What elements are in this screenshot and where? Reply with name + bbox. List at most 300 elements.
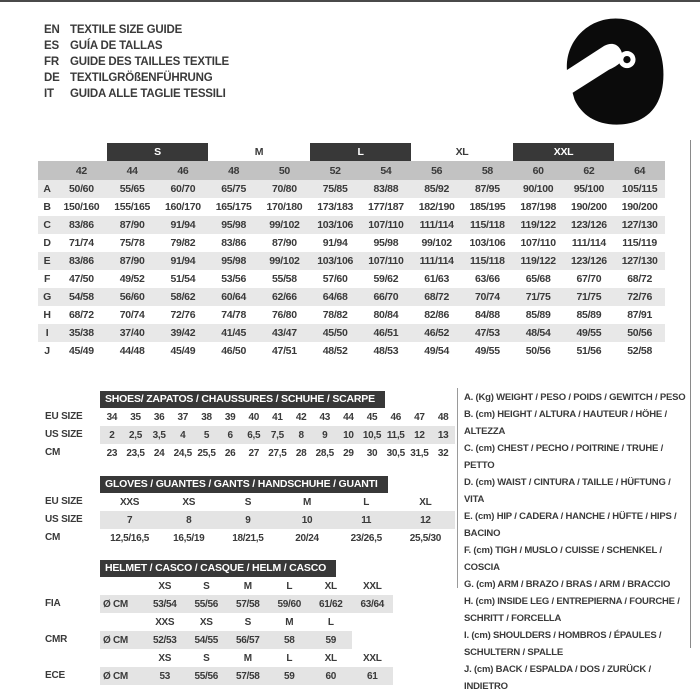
size-number: 54 [361,161,412,180]
measurement-value: 91/94 [158,216,209,234]
measurement-value: 60/64 [208,288,259,306]
measurement-value: 115/119 [622,237,657,249]
shoes-row [100,444,455,462]
measurement-value: 48/52 [322,345,348,357]
shoes-value: 11,5 [384,426,408,444]
shoes-value: 9 [313,426,337,444]
measurement-value: 107/110 [520,237,556,249]
measurement-value: 75/78 [119,237,145,249]
measurement-value: 43/47 [259,324,310,342]
shoes-row [100,426,455,444]
right-border-line [690,140,691,648]
shoes-value: 6 [218,426,242,444]
measurement-value: 80/84 [373,309,399,321]
shoes-value: 30 [366,447,378,459]
language-title: TEXTILE SIZE GUIDE [70,24,183,36]
measurement-value: 85/92 [411,180,462,198]
language-row [44,86,229,102]
measurement-value: 103/106 [469,237,506,249]
helmet-table-header: HELMET / CASCO / CASQUE / HELM / CASCO [100,560,336,577]
measurement-value: 95/98 [208,252,259,270]
measurement-value: 51/56 [576,345,602,357]
shoes-value: 43 [319,411,330,423]
measurement-value: 59/62 [373,273,399,285]
shoes-value: 38 [201,411,212,423]
measurement-value: 190/200 [570,201,607,213]
gloves-value: L [363,496,370,508]
legend-item: H. (cm) INSIDE LEG / ENTREPIERNA / FOURCHE / SCHRITT / FORCELLA [464,596,680,624]
measurement-value: 65/68 [525,273,551,285]
measurement-letter: B [43,201,51,213]
size-group-label: M [254,146,264,158]
shoes-value: 25,5 [197,447,216,459]
gloves-value: XS [182,496,196,508]
gloves-value: 7 [100,511,159,529]
measurement-value: 99/102 [259,216,310,234]
measurement-value: 37/40 [107,324,158,342]
measurement-value: 185/195 [469,201,506,213]
shoes-value: 29 [343,447,354,459]
language-code: ES [44,40,59,52]
measurement-value: 123/126 [564,252,615,270]
measurement-value: 76/80 [271,309,297,321]
measurement-value: 82/86 [424,309,450,321]
shoes-value: 28 [295,447,307,459]
legend-item: F. (cm) TIGH / MUSLO / CUISSE / SCHENKEL / COSCIA [464,545,662,573]
shoes-value: 24,5 [173,447,192,459]
size-number: 60 [513,161,564,180]
helmet-value: XS [158,580,172,592]
measurement-value: 190/200 [621,201,658,213]
helmet-value: 63/64 [352,595,394,613]
measurement-value: 67/70 [576,273,602,285]
measurement-value: 160/170 [164,201,201,213]
measurement-value: 127/130 [614,252,665,270]
measurement-value: 165/175 [215,201,252,213]
measurement-value: 87/90 [107,252,158,270]
helmet-value: 59 [269,667,311,685]
helmet-value: L [327,616,334,628]
helmet-value: XS [199,616,213,628]
language-row [44,38,229,54]
measurement-value: 70/74 [119,309,145,321]
legend-item: C. (cm) CHEST / PECHO / POITRINE / TRUHE / PETTO [464,443,664,471]
measurement-value: 71/75 [513,288,564,306]
shoes-table-header: SHOES/ ZAPATOS / CHAUSSURES / SCHUHE / SCARPE [100,391,385,408]
measurement-letter: C [38,216,56,234]
measurement-value: 63/66 [474,273,500,285]
measurement-value: 83/86 [221,237,247,249]
size-group-label: L [310,143,412,161]
measurement-letter: J [44,345,50,357]
legend-item: B. (cm) HEIGHT / ALTURA / HAUTEUR / HÖHE / ALTEZZA [464,409,667,437]
measurement-value: 35/38 [56,324,107,342]
shoes-value: 48 [437,411,449,423]
shoes-value: 34 [106,411,118,423]
helmet-value: S [203,580,210,592]
gloves-value: 25,5/30 [409,532,442,544]
gloves-value: XXS [120,496,140,508]
measurement-value: 173/183 [317,201,354,213]
shoes-value: 28,5 [315,447,334,459]
gloves-value: 8 [159,511,218,529]
measurement-value: 111/114 [571,237,606,249]
measurement-value: 99/102 [259,252,310,270]
helmet-value: 55/56 [186,595,228,613]
language-code: FR [44,56,59,68]
helmet-value: XXL [362,652,382,664]
shoes-value: 7,5 [266,426,290,444]
measurement-value: 51/54 [170,273,196,285]
shoes-row-labels [45,408,83,462]
measurement-value: 103/106 [310,216,361,234]
measurement-value: 46/51 [361,324,412,342]
shoes-value: 40 [248,411,260,423]
measurement-value: 87/90 [271,237,297,249]
gloves-value: 20/24 [295,532,319,544]
measurement-value: 68/72 [627,273,653,285]
legend-item: D. (cm) WAIST / CINTURA / TAILLE / HÜFTUNG / VITA [464,477,671,505]
group-spacer [38,143,107,161]
measurement-value: 71/75 [564,288,615,306]
measurement-value: 45/49 [170,345,196,357]
measurement-value: 127/130 [614,216,665,234]
language-title: GUIDA ALLE TAGLIE TESSILI [70,88,226,100]
measurement-value: 50/56 [525,345,551,357]
legend-left-border-line [457,388,458,588]
row-label: US SIZE [45,514,83,525]
measurement-value: 47/51 [271,345,297,357]
shoes-value: 46 [390,411,401,423]
measurement-legend [464,389,690,695]
size-number: 52 [310,161,361,180]
measurement-value: 46/52 [411,324,462,342]
size-group-label: XL [455,146,469,158]
measurement-value: 99/102 [421,237,452,249]
size-number: 62 [564,161,615,180]
measurement-value: 78/82 [322,309,348,321]
measurement-value: 54/58 [56,288,107,306]
measurement-value: 84/88 [474,309,500,321]
shoes-value: 5 [195,426,219,444]
textile-size-table [38,143,665,360]
measurement-value: 87/91 [627,309,653,321]
row-label [45,649,67,667]
measurement-value: 115/118 [462,252,513,270]
helmet-row-lead [100,649,144,667]
shoes-value: 44 [343,411,354,423]
measurement-value: 68/72 [411,288,462,306]
gloves-table-header: GLOVES / GUANTES / GANTS / HANDSCHUHE / GUANTI [100,476,388,493]
shoes-row [100,408,455,426]
shoes-value: 26 [224,447,236,459]
row-label: EU SIZE [45,496,83,507]
measurement-row [38,342,665,360]
shoes-value: 24 [153,447,165,459]
top-border [0,0,700,2]
size-number: 64 [614,161,665,180]
shoes-value: 42 [295,411,307,423]
measurement-row [38,234,665,252]
size-group-label: S [107,143,209,161]
gloves-value: 10 [277,511,336,529]
measurement-value: 49/52 [119,273,145,285]
measurement-value: 79/82 [170,237,196,249]
shoes-value: 10,5 [360,426,384,444]
row-label: CMR [45,634,68,645]
measurement-value: 49/55 [564,324,615,342]
helmet-row-lead [100,613,144,631]
measurement-row [38,180,665,198]
helmet-value: 53 [144,667,186,685]
measurement-value: 66/70 [361,288,412,306]
measurement-value: 49/54 [424,345,450,357]
shoes-value: 36 [153,411,165,423]
gloves-row [100,511,455,529]
measurement-value: 95/98 [208,216,259,234]
measurement-value: 58/62 [158,288,209,306]
measurement-value: 45/50 [310,324,361,342]
language-row [44,22,229,38]
helmet-value: 61/62 [310,595,352,613]
measurement-value: 103/106 [310,252,361,270]
helmet-value: M [243,580,252,592]
measurement-row [38,270,665,288]
measurement-value: 150/160 [63,201,100,213]
measurement-value: 119/122 [513,216,564,234]
language-title-list [44,22,229,102]
row-label: CM [45,532,61,543]
helmet-value: 56/57 [227,631,269,649]
helmet-value: 59/60 [269,595,311,613]
measurement-value: 95/98 [373,237,399,249]
measurement-row [38,252,665,270]
helmet-value: 58 [269,631,311,649]
measurement-value: 57/60 [322,273,348,285]
legend-item: G. (cm) ARM / BRAZO / BRAS / ARM / BRACCIO [464,579,671,590]
shoes-value: 30,5 [386,447,405,459]
measurement-value: 87/95 [462,180,513,198]
measurement-value: 44/48 [119,345,145,357]
shoes-value: 2 [100,426,124,444]
measurement-letter: D [43,237,51,249]
size-number: 58 [462,161,513,180]
helmet-value: 57/58 [227,667,269,685]
measurement-value: 62/66 [259,288,310,306]
gloves-value: M [303,496,312,508]
legend-item: E. (cm) HIP / CADERA / HANCHE / HÜFTE / HIPS / BACINO [464,511,677,539]
helmet-value: 61 [352,667,394,685]
helmet-row [100,595,393,613]
gloves-value: 23/26,5 [350,532,382,544]
measurement-value: 61/63 [424,273,450,285]
measurement-letter: F [43,273,51,285]
measurement-value: 48/54 [513,324,564,342]
row-label: FIA [45,598,61,609]
helmet-value: XXS [155,616,175,628]
gloves-value: 12 [396,511,455,529]
language-title: TEXTILGRÖßENFÜHRUNG [70,72,213,84]
language-row [44,70,229,86]
row-label: US SIZE [45,429,83,440]
measurement-letter: H [43,309,51,321]
measurement-value: 155/165 [114,201,151,213]
gloves-row-labels [45,493,83,547]
shoes-value: 23,5 [126,447,145,459]
measurement-value: 105/115 [614,180,665,198]
band-spacer [38,161,56,180]
measurement-value: 72/76 [614,288,665,306]
measurement-value: 119/122 [513,252,564,270]
helmet-value: XS [158,652,172,664]
gloves-row [100,529,455,547]
measurement-value: 95/100 [564,180,615,198]
measurement-value: 83/88 [361,180,412,198]
helmet-value: S [203,652,210,664]
helmet-row [100,613,393,631]
gloves-value: 9 [218,511,277,529]
shoes-value: 10 [337,426,361,444]
measurement-value: 107/110 [361,216,412,234]
measurement-value: 68/72 [68,309,94,321]
helmet-value: XL [324,580,337,592]
measurement-value: 48/53 [373,345,399,357]
measurement-value: 70/80 [259,180,310,198]
row-label [45,613,67,631]
measurement-value: 83/86 [56,216,107,234]
racing-helmet-icon [552,14,670,128]
helmet-row-labels [45,577,67,685]
helmet-value: 57/58 [227,595,269,613]
measurement-value: 90/100 [513,180,564,198]
helmet-value: 52/53 [144,631,186,649]
measurement-value: 115/118 [462,216,513,234]
language-code: DE [44,72,60,84]
language-title: GUIDE DES TAILLES TEXTILE [70,56,229,68]
measurement-row [38,324,665,342]
measurement-value: 91/94 [158,252,209,270]
helmet-value: 53/54 [144,595,186,613]
measurement-letter: A [38,180,56,198]
helmet-value: M [243,652,252,664]
measurement-value: 46/50 [221,345,247,357]
helmet-value: 54/55 [186,631,228,649]
measurement-value: 50/60 [56,180,107,198]
size-number: 44 [107,161,158,180]
measurement-value: 50/56 [614,324,665,342]
shoes-value: 3,5 [147,426,171,444]
measurement-value: 85/89 [525,309,551,321]
shoes-value: 27,5 [268,447,287,459]
shoes-value: 35 [130,411,141,423]
measurement-row [38,288,665,306]
measurement-value: 45/49 [68,345,94,357]
row-label: ECE [45,670,65,681]
measurement-value: 123/126 [564,216,615,234]
measurement-value: 83/86 [56,252,107,270]
helmet-value: XL [324,652,337,664]
measurement-value: 182/190 [418,201,455,213]
measurement-value: 52/58 [627,345,653,357]
measurement-value: 65/75 [208,180,259,198]
legend-item: J. (cm) BACK / ESPALDA / DOS / ZURÜCK / INDIETRO [464,664,651,692]
measurement-value: 55/65 [107,180,158,198]
shoes-value: 6,5 [242,426,266,444]
measurement-row [38,306,665,324]
measurement-value: 71/74 [68,237,94,249]
helmet-value: XXL [362,580,382,592]
shoes-value: 31,5 [410,447,429,459]
language-code: IT [44,88,54,100]
helmet-row-lead: Ø CM [100,667,144,685]
gloves-value: 16,5/19 [173,532,205,544]
size-number: 50 [259,161,310,180]
helmet-row [100,667,393,685]
size-number: 42 [56,161,107,180]
shoes-value: 8 [289,426,313,444]
helmet-value: L [286,580,293,592]
measurement-letter: I [38,324,56,342]
gloves-value: XL [419,496,432,508]
measurement-letter: E [38,252,56,270]
measurement-value: 64/68 [310,288,361,306]
size-number: 56 [411,161,462,180]
measurement-value: 91/94 [322,237,348,249]
measurement-value: 39/42 [158,324,209,342]
shoes-value: 23 [106,447,118,459]
measurement-value: 60/70 [158,180,209,198]
row-label: CM [45,447,61,458]
language-row [44,54,229,70]
size-band-row [38,161,665,180]
helmet-value: M [285,616,294,628]
helmet-value: 59 [310,631,352,649]
gloves-row [100,493,455,511]
helmet-row-lead [100,577,144,595]
measurement-value: 177/187 [367,201,404,213]
measurement-value: 87/90 [107,216,158,234]
gloves-value: 12,5/16,5 [110,532,150,544]
measurement-value: 53/56 [221,273,247,285]
size-number: 48 [208,161,259,180]
shoes-value: 12 [408,426,432,444]
shoes-value: 39 [224,411,236,423]
shoes-value: 2,5 [124,426,148,444]
measurement-value: 111/114 [411,216,462,234]
shoes-value: 4 [171,426,195,444]
language-code: EN [44,24,60,36]
measurement-value: 170/180 [266,201,303,213]
shoes-value: 45 [366,411,378,423]
gloves-value: 11 [337,511,396,529]
legend-item: I. (cm) SHOULDERS / HOMBROS / ÉPAULES / SCHULTERN / SPALLE [464,630,662,658]
helmet-row [100,631,393,649]
measurement-row [38,198,665,216]
measurement-value: 107/110 [361,252,412,270]
shoes-value: 32 [437,447,449,459]
measurement-value: 56/60 [107,288,158,306]
measurement-value: 47/50 [68,273,94,285]
helmet-row [100,577,393,595]
language-title: GUÍA DE TALLAS [70,40,163,52]
measurement-value: 55/58 [271,273,297,285]
gloves-value: 18/21,5 [232,532,264,544]
measurement-value: 72/76 [170,309,196,321]
measurement-value: 41/45 [208,324,259,342]
shoes-value: 37 [177,411,189,423]
measurement-value: 75/85 [310,180,361,198]
shoes-value: 41 [272,411,283,423]
